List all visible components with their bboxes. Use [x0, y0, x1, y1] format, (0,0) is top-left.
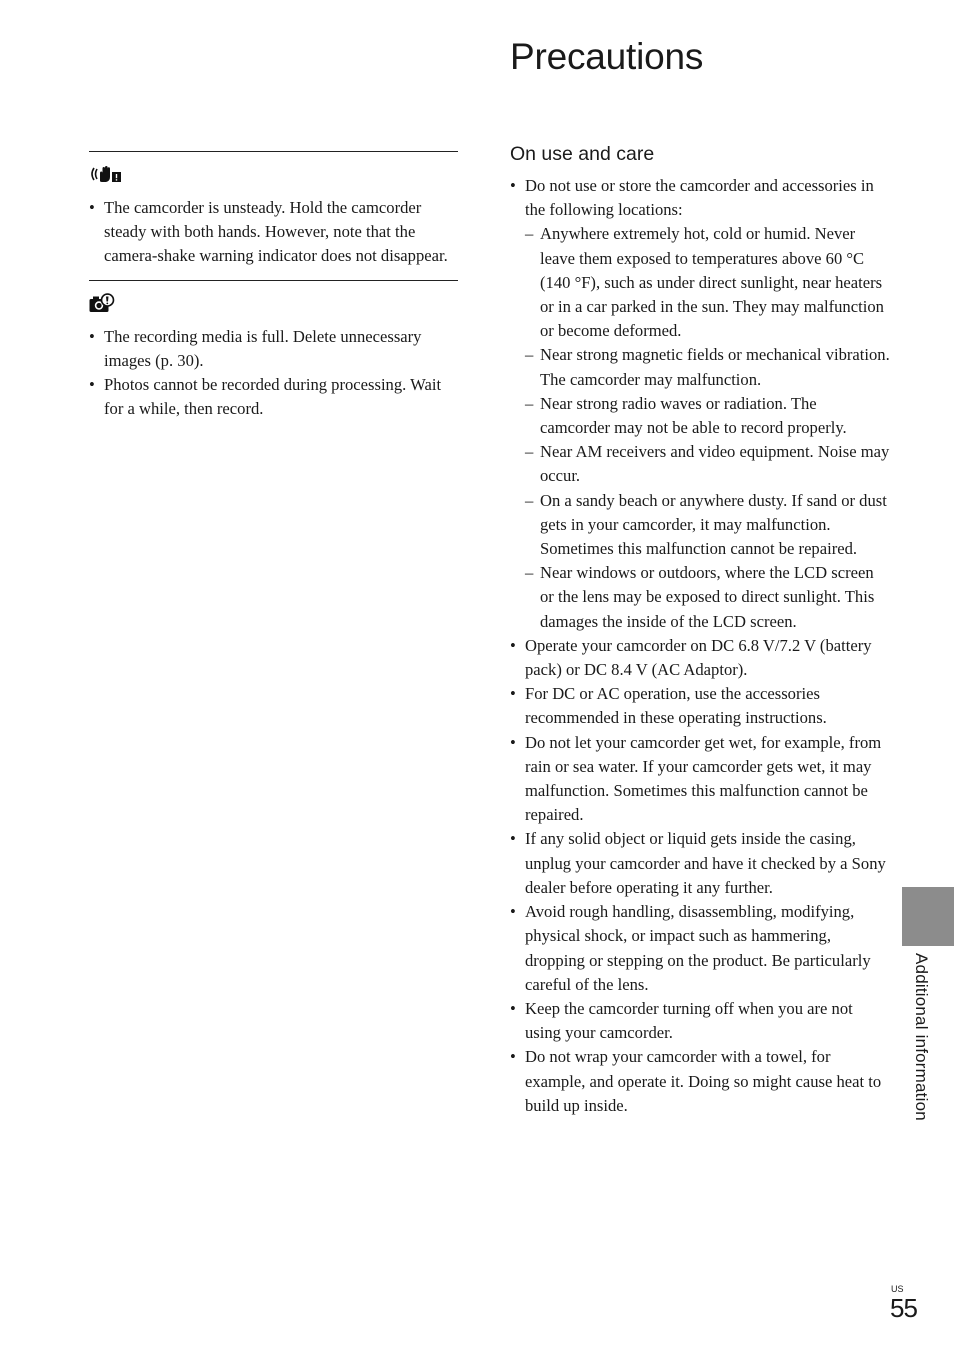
list-item: • Photos cannot be recorded during processing. Wait for a while, then record. [89, 373, 458, 421]
camera-shake-warning-icon [89, 165, 123, 183]
list-item [510, 174, 890, 634]
page-title: Precautions [510, 36, 704, 77]
camera-shake-section [89, 151, 458, 269]
sub-list-item: – Near strong magnetic fields or mechanical vibration. The camcorder may malfunction. [525, 343, 890, 391]
photo-recording-warning-icon [89, 293, 117, 313]
section-tab-marker [902, 887, 954, 946]
location-sub-list [525, 222, 890, 633]
list-item: • The recording media is full. Delete unnecessary images (p. 30). [89, 325, 458, 373]
left-column [89, 151, 458, 421]
list-item: • Avoid rough handling, disassembling, modifying, physical shock, or impact such as hammering, dropping or stepping on the product. Be particularly careful of the lens. [510, 900, 890, 997]
list-item: • Keep the camcorder turning off when you are not using your camcorder. [510, 997, 890, 1045]
list-item: • If any solid object or liquid gets inside the casing, unplug your camcorder and have it checked by a Sony dealer before operating it any further. [510, 827, 890, 900]
list-item-text: Do not use or store the camcorder and accessories in the following locations: [525, 176, 874, 220]
list-item: • Do not wrap your camcorder with a towel, for example, and operate it. Doing so might cause heat to build up inside. [510, 1045, 890, 1118]
media-full-section [89, 280, 458, 422]
sub-list-item: – Near strong radio waves or radiation. The camcorder may not be able to record properly. [525, 392, 890, 440]
region-code: US [891, 1284, 904, 1294]
section-tab-label: Additional information [912, 953, 931, 1121]
list-item: • Operate your camcorder on DC 6.8 V/7.2 V (battery pack) or DC 8.4 V (AC Adaptor). [510, 634, 890, 682]
page-number: 55 [890, 1293, 917, 1323]
sub-list-item: – Anywhere extremely hot, cold or humid. Never leave them exposed to temperatures above 60 °C (140 °F), such as under direct sunlight, near heaters or in a car parked in the sun. They may malfunction or become deformed. [525, 222, 890, 343]
list-item: • The camcorder is unsteady. Hold the camcorder steady with both hands. However, note that the camera-shake warning indicator does not disappear. [89, 196, 458, 269]
sub-list-item: – Near AM receivers and video equipment. Noise may occur. [525, 440, 890, 488]
right-column [510, 140, 890, 1118]
sub-list-item: – On a sandy beach or anywhere dusty. If sand or dust gets in your camcorder, it may malfunction. Sometimes this malfunction cannot be repaired. [525, 489, 890, 562]
section-heading: On use and care [510, 143, 655, 165]
list-item: • For DC or AC operation, use the accessories recommended in these operating instructions. [510, 682, 890, 730]
precautions-list [510, 174, 890, 1118]
list-item: • Do not let your camcorder get wet, for example, from rain or sea water. If your camcorder gets wet, it may malfunction. Sometimes this malfunction cannot be repaired. [510, 731, 890, 828]
sub-list-item: – Near windows or outdoors, where the LCD screen or the lens may be exposed to direct sunlight. This damages the inside of the LCD screen. [525, 561, 890, 634]
